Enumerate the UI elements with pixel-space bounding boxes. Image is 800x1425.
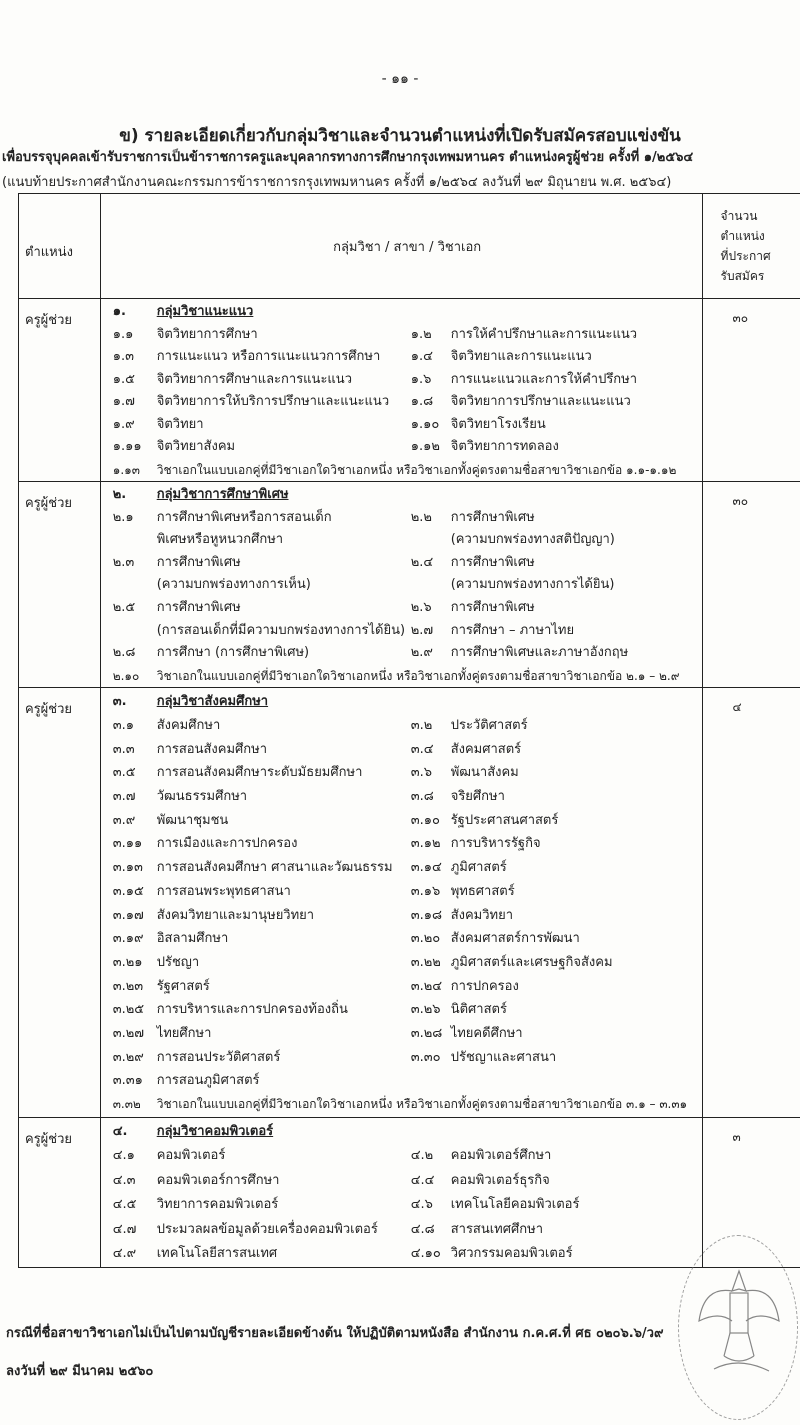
item-number: ๓.๑๗ — [112, 907, 144, 923]
group-name: กลุ่มวิชาสังคมศึกษา — [156, 694, 269, 710]
position-cell: ครูผู้ช่วย — [19, 1117, 101, 1267]
item-text: พัฒนาสังคม — [450, 765, 519, 781]
item-number: ๓.๑๐ — [410, 812, 440, 828]
subject-line — [113, 785, 702, 809]
item-number: ๔.๙ — [112, 1246, 137, 1262]
item-number: ๓.๒๑ — [112, 954, 143, 970]
combined-major-note — [113, 665, 702, 688]
item-text: (ความบกพร่องทางการเห็น) — [156, 577, 311, 593]
item-number: ๓.๒๗ — [112, 1025, 145, 1041]
item-text: การสอนสังคมศึกษาระดับมัธยมศึกษา — [156, 765, 363, 781]
group-number: ๓. — [112, 694, 127, 710]
item-number: ๑.๘ — [410, 394, 434, 409]
item-number: ๓.๒๖ — [410, 1002, 441, 1018]
count-cell: ๓๐ — [702, 482, 800, 688]
subject-cell — [100, 1117, 702, 1267]
subject-line — [113, 574, 702, 597]
subject-line — [113, 856, 702, 880]
item-text: พุทธศาสตร์ — [450, 883, 515, 899]
item-text: คอมพิวเตอร์ศึกษา — [450, 1148, 552, 1164]
item-text: การบริหารรัฐกิจ — [450, 836, 541, 852]
item-text: สังคมศึกษา — [156, 718, 221, 734]
item-number: ๒.๔ — [410, 554, 434, 570]
item-number: ๒.๕ — [112, 599, 136, 615]
item-number: ๓.๑๕ — [112, 883, 144, 899]
item-text: การศึกษาพิเศษหรือการสอนเด็ก — [156, 509, 332, 525]
item-text: ภูมิศาสตร์ — [450, 860, 507, 876]
group-number: ๔. — [112, 1123, 128, 1139]
table-header-row — [19, 194, 800, 299]
item-number: ๔.๑๐ — [410, 1246, 441, 1262]
subject-line — [113, 1144, 702, 1169]
item-number: ๓.๑๔ — [410, 860, 442, 876]
official-seal — [678, 1235, 798, 1420]
subject-line — [113, 1046, 702, 1070]
item-number: ๓.๑๒ — [410, 836, 441, 852]
item-text: การศึกษาพิเศษ — [450, 599, 535, 615]
subject-line — [113, 414, 702, 437]
header-count — [702, 194, 800, 299]
item-number: ๒.๑ — [112, 509, 134, 525]
item-text: การศึกษาพิเศษ — [156, 599, 241, 615]
position-cell: ครูผู้ช่วย — [19, 299, 101, 482]
item-number: ๑.๓ — [112, 349, 134, 364]
item-text: จิตวิทยาโรงเรียน — [450, 416, 546, 432]
subject-line — [113, 951, 702, 975]
group-title — [113, 1120, 702, 1145]
group-title — [113, 690, 702, 714]
page-number: - ๑๑ - — [381, 71, 419, 87]
document-subtitle: เพื่อบรรจุบุคคลเข้ารับราชการเป็นข้าราชการครูและบุคลากรทางการศึกษากรุงเทพมหานคร ตำแหน่งครูผู้ช่วย ครั้งที่ ๑/๒๕๖๔ — [2, 150, 694, 165]
subject-line — [113, 1242, 702, 1267]
subject-line — [113, 714, 702, 738]
item-number: ๒.๗ — [410, 622, 434, 638]
count-cell: ๓๐ — [702, 299, 800, 482]
item-text: การให้คำปรึกษาและการแนะแนว — [450, 326, 638, 342]
combined-major-note — [113, 1093, 702, 1117]
item-number: ๔.๔ — [410, 1172, 435, 1188]
subject-line — [113, 1193, 702, 1218]
item-number: ๑.๔ — [410, 349, 433, 364]
item-number: ๑.๑๒ — [410, 439, 440, 454]
item-number: ๓.๒๔ — [410, 978, 443, 994]
group-number: ๒. — [112, 487, 127, 502]
item-number: ๓.๑๓ — [112, 860, 143, 876]
item-number — [411, 574, 451, 597]
item-number: ๓.๗ — [112, 789, 136, 805]
item-number: ๔.๑ — [112, 1148, 135, 1164]
document-title: ข) รายละเอียดเกี่ยวกับกลุ่มวิชาและจำนวนตำแหน่งที่เปิดรับสมัครสอบแข่งขัน — [119, 126, 681, 146]
footer-note: กรณีที่ชื่อสาขาวิชาเอกไม่เป็นไปตามบัญชีรายละเอียดข้างต้น ให้ปฏิบัติตามหนังสือ สำนักงาน ก.ค.ศ.ที่ ศธ ๐๒๐๖.๖/ว๙ — [6, 1326, 664, 1341]
item-text: รัฐประศาสนศาสตร์ — [450, 812, 559, 828]
item-number: ๒.๖ — [410, 599, 432, 615]
subject-line — [113, 880, 702, 904]
item-number: ๓.๓๑ — [112, 1073, 143, 1089]
subject-line — [113, 391, 702, 414]
subject-line — [113, 597, 702, 620]
item-text: การสอนพระพุทธศาสนา — [156, 883, 291, 899]
group-row — [19, 299, 800, 482]
item-number: ๓.๙ — [112, 812, 136, 828]
group-title — [113, 484, 702, 507]
item-text: คอมพิวเตอร์ธุรกิจ — [450, 1172, 550, 1188]
item-number: ๑.๑ — [112, 326, 134, 342]
item-number: ๑.๙ — [112, 416, 135, 432]
item-text: สังคมศาสตร์การพัฒนา — [450, 931, 580, 947]
item-text: วัฒนธรรมศึกษา — [156, 789, 248, 805]
item-number — [411, 1069, 451, 1093]
item-text: อิสลามศึกษา — [156, 931, 229, 947]
item-number: ๑.๕ — [112, 371, 135, 387]
item-text: สังคมวิทยาและมานุษยวิทยา — [156, 907, 315, 923]
item-text: จิตวิทยา — [156, 416, 204, 432]
subject-line — [113, 1069, 702, 1093]
item-text: รัฐศาสตร์ — [156, 978, 210, 994]
item-text: การศึกษา (การศึกษาพิเศษ) — [156, 645, 310, 661]
item-number: ๓.๕ — [112, 765, 136, 781]
item-number: ๒.๘ — [112, 645, 136, 661]
item-text: คอมพิวเตอร์การศึกษา — [156, 1172, 280, 1188]
item-number: ๓.๒๘ — [410, 1025, 443, 1041]
subject-line — [113, 552, 702, 575]
group-number: ๑. — [112, 304, 126, 319]
item-number: ๔.๘ — [410, 1221, 435, 1237]
count-cell: ๓ — [702, 1117, 800, 1267]
item-text: (ความบกพร่องทางการได้ยิน) — [450, 577, 615, 593]
item-number: ๒.๓ — [112, 554, 135, 570]
subject-line — [113, 927, 702, 951]
item-number: ๓.๑๙ — [112, 931, 144, 947]
group-name: กลุ่มวิชาแนะแนว — [156, 304, 254, 319]
subject-line — [113, 642, 702, 665]
item-text: เทคโนโลยีสารสนเทศ — [156, 1246, 278, 1262]
item-number: ๓.๓๒ — [112, 1097, 141, 1112]
item-text: การปกครอง — [450, 978, 519, 994]
subject-cell — [100, 688, 702, 1117]
item-text: จิตวิทยาการทดลอง — [450, 439, 559, 454]
item-number: ๓.๒๙ — [112, 1049, 144, 1065]
item-text: จิตวิทยาการปรึกษาและแนะแนว — [450, 394, 631, 409]
item-number: ๓.๑ — [112, 718, 134, 734]
subject-line — [113, 832, 702, 856]
item-text: เทคโนโลยีคอมพิวเตอร์ — [450, 1197, 580, 1213]
item-number: ๔.๒ — [410, 1148, 434, 1164]
subject-line — [113, 998, 702, 1022]
item-number: ๑.๑๓ — [112, 462, 140, 477]
item-text: การเมืองและการปกครอง — [156, 836, 298, 852]
item-text: จิตวิทยาสังคม — [156, 439, 236, 454]
item-text: ปรัชญาและศาสนา — [450, 1049, 557, 1065]
item-text: การศึกษาพิเศษ — [156, 554, 241, 570]
item-number: ๔.๓ — [112, 1172, 136, 1188]
item-text: ประมวลผลข้อมูลด้วยเครื่องคอมพิวเตอร์ — [156, 1221, 378, 1237]
item-number: ๔.๖ — [410, 1197, 433, 1213]
subject-line — [113, 761, 702, 785]
item-text: สารสนเทศศึกษา — [450, 1221, 543, 1237]
item-number — [113, 574, 157, 597]
item-number: ๓.๒๕ — [112, 1002, 145, 1018]
subject-line — [113, 620, 702, 643]
group-row — [19, 1117, 800, 1267]
item-text: ไทยคดีศึกษา — [450, 1025, 523, 1041]
item-text: ประวัติศาสตร์ — [450, 718, 528, 734]
item-text: การแนะแนว หรือการแนะแนวการศึกษา — [156, 349, 381, 364]
subject-line — [113, 975, 702, 999]
item-number: ๑.๗ — [112, 394, 135, 409]
item-text: จิตวิทยาการศึกษาและการแนะแนว — [156, 371, 352, 387]
item-text: สังคมวิทยา — [450, 907, 514, 923]
item-number: ๓.๑๘ — [410, 907, 443, 923]
combined-major-note — [113, 459, 702, 482]
item-text: วิทยาการคอมพิวเตอร์ — [156, 1197, 279, 1213]
group-title — [113, 301, 702, 324]
item-text: จิตวิทยาการศึกษา — [156, 326, 258, 342]
subject-line — [113, 346, 702, 369]
item-number: ๓.๖ — [410, 765, 432, 781]
subject-line — [113, 507, 702, 530]
item-text: การศึกษาพิเศษ — [450, 554, 535, 570]
subject-line — [113, 436, 702, 459]
item-text: วิศวกรรมคอมพิวเตอร์ — [450, 1246, 573, 1262]
item-number: ๓.๒๓ — [112, 978, 144, 994]
item-number: ๔.๗ — [112, 1221, 137, 1237]
footer-date: ลงวันที่ ๒๙ มีนาคม ๒๕๖๐ — [6, 1364, 154, 1379]
item-text: คอมพิวเตอร์ — [156, 1148, 226, 1164]
note-text: วิชาเอกในแบบเอกคู่ที่มีวิชาเอกใดวิชาเอกหนึ่ง หรือวิชาเอกทั้งคู่ตรงตามชื่อสาขาวิชาเอกข้อ ๒.๑ – ๒.๙ — [156, 668, 680, 683]
item-number: ๑.๑๐ — [410, 416, 440, 432]
subject-line — [113, 324, 702, 347]
item-number: ๓.๒๒ — [410, 954, 441, 970]
item-number: ๔.๕ — [112, 1197, 137, 1213]
item-number: ๒.๑๐ — [112, 668, 140, 683]
subject-line — [113, 904, 702, 928]
group-name: กลุ่มวิชาการศึกษาพิเศษ — [156, 487, 289, 502]
position-cell: ครูผู้ช่วย — [19, 482, 101, 688]
item-text: นิติศาสตร์ — [450, 1002, 507, 1018]
item-number: ๓.๓๐ — [410, 1049, 441, 1065]
position-cell: ครูผู้ช่วย — [19, 688, 101, 1117]
item-number — [411, 529, 451, 552]
item-text: พัฒนาชุมชน — [156, 812, 229, 828]
document-reference: (แนบท้ายประกาศสำนักงานคณะกรรมการข้าราชการกรุงเทพมหานคร ครั้งที่ ๑/๒๕๖๔ ลงวันที่ ๒๙ มิถุนายน พ.ศ. ๒๕๖๔) — [2, 175, 672, 190]
note-text: วิชาเอกในแบบเอกคู่ที่มีวิชาเอกใดวิชาเอกหนึ่ง หรือวิชาเอกทั้งคู่ตรงตามชื่อสาขาวิชาเอกข้อ ๑.๑-๑.๑๒ — [156, 462, 677, 477]
item-number: ๒.๙ — [410, 645, 433, 661]
item-text: ภูมิศาสตร์และเศรษฐกิจสังคม — [450, 954, 613, 970]
subject-line — [113, 1169, 702, 1194]
item-number: ๓.๑๖ — [410, 883, 441, 899]
item-number: ๓.๘ — [410, 789, 434, 805]
item-text: พิเศษหรือหูหนวกศึกษา — [156, 532, 284, 548]
item-text: จิตวิทยาการให้บริการปรึกษาและแนะแนว — [156, 394, 390, 409]
header-subject: กลุ่มวิชา / สาขา / วิชาเอก — [100, 194, 702, 299]
item-text: การสอนสังคมศึกษา — [156, 741, 268, 757]
item-number: ๑.๖ — [410, 371, 432, 387]
item-number: ๓.๑๑ — [112, 836, 143, 852]
item-number: ๓.๓ — [112, 741, 135, 757]
item-text: ไทยศึกษา — [156, 1025, 212, 1041]
item-number: ๑.๒ — [410, 326, 432, 342]
item-number — [113, 620, 157, 643]
item-number: ๒.๒ — [410, 509, 432, 525]
group-name: กลุ่มวิชาคอมพิวเตอร์ — [156, 1123, 274, 1139]
item-text: จริยศึกษา — [450, 789, 505, 805]
subject-line — [113, 738, 702, 762]
item-text: (การสอนเด็กที่มีความบกพร่องทางการได้ยิน) — [156, 622, 406, 638]
group-row — [19, 688, 800, 1117]
subject-cell — [100, 482, 702, 688]
item-number: ๑.๑๑ — [112, 439, 142, 454]
header-position: ตำแหน่ง — [19, 194, 101, 299]
item-text: จิตวิทยาและการแนะแนว — [450, 349, 592, 364]
item-text: การศึกษาพิเศษ — [450, 509, 535, 525]
subject-line — [113, 369, 702, 392]
note-text: วิชาเอกในแบบเอกคู่ที่มีวิชาเอกใดวิชาเอกหนึ่ง หรือวิชาเอกทั้งคู่ตรงตามชื่อสาขาวิชาเอกข้อ ๓.๑ – ๓.๓๑ — [156, 1097, 688, 1112]
subject-line — [113, 1022, 702, 1046]
item-number: ๓.๒ — [410, 718, 433, 734]
item-text: การแนะแนวและการให้คำปรึกษา — [450, 371, 638, 387]
item-number — [113, 529, 157, 552]
header-count-label: จำนวน ตำแหน่ง ที่ประกาศ รับสมัคร — [720, 209, 771, 283]
group-row — [19, 482, 800, 688]
item-text: การศึกษาพิเศษและภาษาอังกฤษ — [450, 645, 629, 661]
subject-line — [113, 809, 702, 833]
subject-line — [113, 529, 702, 552]
garuda-emblem-icon — [694, 1261, 784, 1381]
item-text: ปรัชญา — [156, 954, 200, 970]
subject-cell — [100, 299, 702, 482]
item-text: การสอนประวัติศาสตร์ — [156, 1049, 281, 1065]
item-text: การศึกษา – ภาษาไทย — [450, 622, 575, 638]
positions-table — [18, 193, 800, 1268]
item-text: สังคมศาสตร์ — [450, 741, 522, 757]
item-text: การสอนสังคมศึกษา ศาสนาและวัฒนธรรม — [156, 860, 393, 876]
item-number: ๓.๔ — [410, 741, 434, 757]
item-number: ๓.๒๐ — [410, 931, 441, 947]
count-cell: ๔ — [702, 688, 800, 1117]
item-text: (ความบกพร่องทางสติปัญญา) — [450, 532, 615, 548]
item-text: การบริหารและการปกครองท้องถิ่น — [156, 1002, 348, 1018]
item-text: การสอนภูมิศาสตร์ — [156, 1073, 260, 1089]
subject-line — [113, 1218, 702, 1243]
